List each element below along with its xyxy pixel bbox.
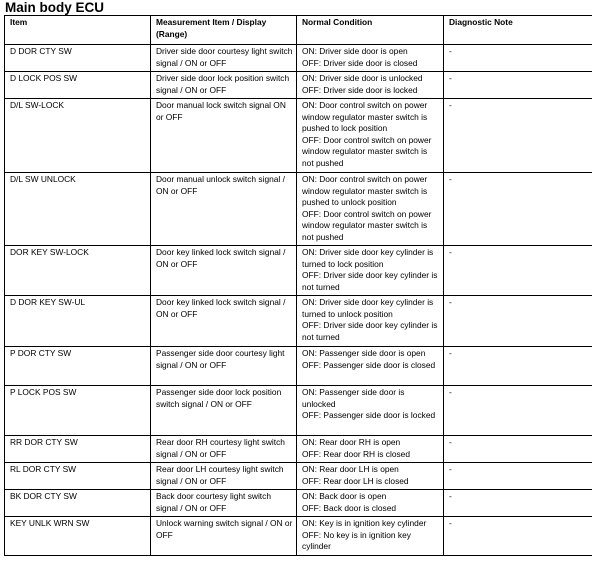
condition-line: OFF: Driver side door key cylinder is not turned — [302, 270, 438, 292]
measurement-cell: Door manual lock switch signal ON or OFF — [151, 99, 297, 173]
condition-line: OFF: Rear door LH is closed — [302, 475, 409, 486]
table-row — [5, 386, 592, 436]
condition-line: OFF: Back door is closed — [302, 502, 397, 513]
condition-line: ON: Driver side door key cylinder is turned to lock position — [302, 247, 434, 269]
condition-line: OFF: Passenger side door is closed — [302, 359, 436, 370]
condition-line: ON: Door control switch on power window regulator master switch is pushed to lock position — [302, 100, 428, 134]
table-row — [5, 517, 592, 556]
table-row — [5, 347, 592, 386]
condition-line: OFF: Rear door RH is closed — [302, 448, 410, 459]
condition-line: ON: Key is in ignition key cylinder — [302, 518, 427, 528]
item-cell: RR DOR CTY SW — [5, 436, 151, 463]
condition-line: ON: Driver side door is unlocked — [302, 73, 423, 83]
condition-line: OFF: Passenger side door is locked — [302, 410, 436, 421]
page-title: Main body ECU — [5, 0, 105, 15]
normal-condition-cell — [297, 490, 444, 517]
header-normal-condition: Normal Condition — [297, 16, 444, 45]
measurement-cell: Driver side door lock position switch signal / ON or OFF — [151, 72, 297, 99]
condition-line: ON: Passenger side door is open — [302, 348, 426, 358]
normal-condition-cell — [297, 347, 444, 386]
condition-line: ON: Passenger side door is unlocked — [302, 387, 405, 409]
diagnostic-note-cell: - — [444, 386, 592, 436]
table-row — [5, 436, 592, 463]
measurement-cell: Door manual unlock switch signal / ON or OFF — [151, 173, 297, 246]
measurement-cell: Passenger side door lock position switch signal / ON or OFF — [151, 386, 297, 436]
measurement-cell: Door key linked lock switch signal / ON or OFF — [151, 246, 297, 296]
normal-condition-cell — [297, 72, 444, 99]
normal-condition-cell — [297, 463, 444, 490]
normal-condition-cell — [297, 173, 444, 246]
normal-condition-cell — [297, 99, 444, 173]
ecu-data-table — [4, 15, 592, 556]
normal-condition-cell — [297, 296, 444, 347]
diagnostic-note-cell: - — [444, 517, 592, 556]
condition-line: OFF: Driver side door key cylinder is not turned — [302, 320, 438, 342]
table-header-row — [5, 16, 592, 45]
diagnostic-note-cell: - — [444, 72, 592, 99]
table-row — [5, 99, 592, 173]
item-cell: D LOCK POS SW — [5, 72, 151, 99]
condition-line: ON: Rear door RH is open — [302, 437, 401, 447]
normal-condition-cell — [297, 386, 444, 436]
item-cell: D DOR KEY SW-UL — [5, 296, 151, 347]
measurement-cell: Passenger side door courtesy light signal / ON or OFF — [151, 347, 297, 386]
diagnostic-note-cell: - — [444, 173, 592, 246]
item-cell: D/L SW-LOCK — [5, 99, 151, 173]
table-row — [5, 45, 592, 72]
item-cell: D DOR CTY SW — [5, 45, 151, 72]
condition-line: ON: Back door is open — [302, 491, 387, 501]
item-cell: DOR KEY SW-LOCK — [5, 246, 151, 296]
condition-line: OFF: Driver side door is closed — [302, 57, 418, 68]
measurement-cell: Rear door RH courtesy light switch signal / ON or OFF — [151, 436, 297, 463]
measurement-cell: Unlock warning switch signal / ON or OFF — [151, 517, 297, 556]
header-measurement: Measurement Item / Display (Range) — [151, 16, 297, 45]
table-row — [5, 173, 592, 246]
measurement-cell: Back door courtesy light switch signal / ON or OFF — [151, 490, 297, 517]
condition-line: ON: Driver side door key cylinder is turned to unlock position — [302, 297, 434, 319]
item-cell: D/L SW UNLOCK — [5, 173, 151, 246]
condition-line: OFF: Door control switch on power window regulator master switch is not pushed — [302, 134, 432, 168]
diagnostic-note-cell: - — [444, 99, 592, 173]
condition-line: OFF: No key is in ignition key cylinder — [302, 529, 411, 552]
table-row — [5, 296, 592, 347]
header-item: Item — [5, 16, 151, 45]
condition-line: OFF: Door control switch on power window regulator master switch is not pushed — [302, 208, 432, 242]
item-cell: P DOR CTY SW — [5, 347, 151, 386]
table-row — [5, 246, 592, 296]
header-diagnostic-note: Diagnostic Note — [444, 16, 592, 45]
diagnostic-note-cell: - — [444, 347, 592, 386]
normal-condition-cell — [297, 45, 444, 72]
measurement-cell: Driver side door courtesy light switch signal / ON or OFF — [151, 45, 297, 72]
condition-line: ON: Rear door LH is open — [302, 464, 399, 474]
diagnostic-note-cell: - — [444, 246, 592, 296]
diagnostic-note-cell: - — [444, 463, 592, 490]
diagnostic-note-cell: - — [444, 436, 592, 463]
condition-line: ON: Door control switch on power window regulator master switch is pushed to unlock position — [302, 174, 428, 208]
condition-line: OFF: Driver side door is locked — [302, 84, 418, 95]
normal-condition-cell — [297, 517, 444, 556]
table-row — [5, 463, 592, 490]
table-row — [5, 490, 592, 517]
table-row — [5, 72, 592, 99]
condition-line: ON: Driver side door is open — [302, 46, 408, 56]
diagnostic-note-cell: - — [444, 296, 592, 347]
measurement-cell: Rear door LH courtesy light switch signal / ON or OFF — [151, 463, 297, 490]
item-cell: RL DOR CTY SW — [5, 463, 151, 490]
diagnostic-note-cell: - — [444, 490, 592, 517]
item-cell: BK DOR CTY SW — [5, 490, 151, 517]
item-cell: KEY UNLK WRN SW — [5, 517, 151, 556]
item-cell: P LOCK POS SW — [5, 386, 151, 436]
diagnostic-note-cell: - — [444, 45, 592, 72]
measurement-cell: Door key linked lock switch signal / ON or OFF — [151, 296, 297, 347]
normal-condition-cell — [297, 436, 444, 463]
normal-condition-cell — [297, 246, 444, 296]
